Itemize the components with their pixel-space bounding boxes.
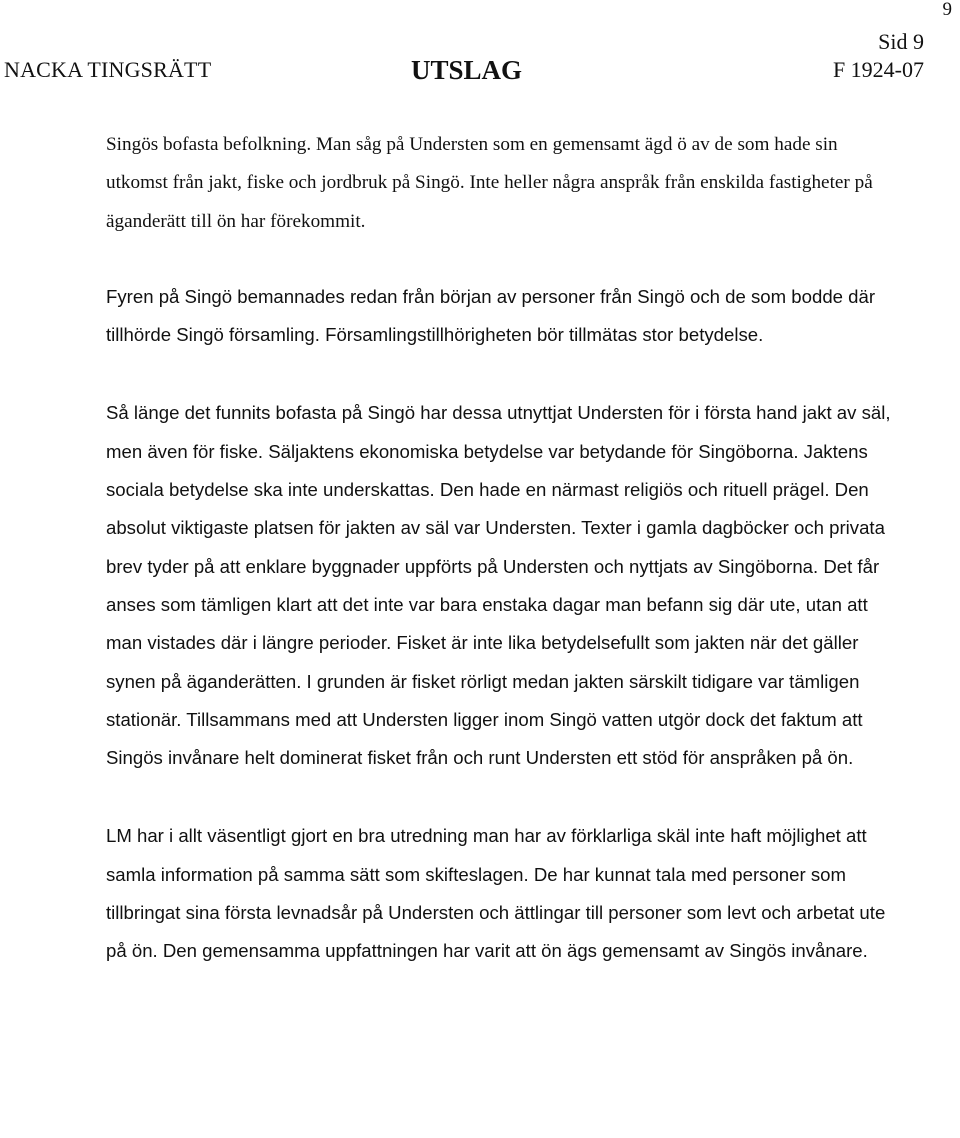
paragraph-2: Fyren på Singö bemannades redan från början av personer från Singö och de som bodde där tillhörde Singö församling. Församlingstillhörigheten bör tillmätas stor betydelse.	[106, 285, 876, 346]
paragraph-4: LM har i allt väsentligt gjort en bra utredning man har av förklarliga skäl inte haft möjlighet att samla information på samma sätt som skifteslagen. De har kunnat tala med personer som tillbringat sina första levnadsår på Understen och ättlingar till personer som levt och arbetat ute på ön. Den gemensamma uppfattningen har varit att ön ägs gemensamt av Singös invånare.	[106, 825, 886, 962]
page-sheet-number: Sid 9	[878, 29, 924, 54]
document-type-title: UTSLAG	[411, 55, 523, 85]
paragraph-3: Så länge det funnits bofasta på Singö har dessa utnyttjat Understen för i första hand jakt av säl, men även för fiske. Säljaktens ekonomiska betydelse var betydande för Singöborna. Jaktens sociala betydelse ska inte underskattas. Den hade en närmast religiös och rituell prägel. Den absolut viktigaste platsen för jakten av säl var Understen. Texter i gamla dagböcker och privata brev tyder på att enklare byggnader uppförts på Understen och nyttjats av Singöborna. Det får anses som tämligen klart att det inte var bara enstaka dagar man befann sig där ute, utan att man vistades där i längre perioder. Fisket är inte lika betydelsefullt som jakten när det gäller synen på äganderätten. I grunden är fisket rörligt medan jakten särskilt tidigare var tämligen stationär. Tillsammans med att Understen ligger inom Singö vatten utgör dock det faktum att Singös invånare helt dominerat fisket från och runt Understen ett stöd för anspråken på ön.	[106, 402, 891, 769]
paragraph-1: Singös bofasta befolkning. Man såg på Understen som en gemensamt ägd ö av de som hade sin utkomst från jakt, fiske och jordbruk på Singö. Inte heller några anspråk från enskilda fastigheter på äganderätt till ön har förekommit.	[106, 134, 873, 232]
case-number: F 1924-07	[832, 57, 924, 82]
document-body	[106, 126, 896, 971]
document-header	[0, 56, 960, 86]
court-name: NACKA TINGSRÄTT	[4, 57, 212, 82]
page-corner-number: 9	[942, 0, 952, 20]
